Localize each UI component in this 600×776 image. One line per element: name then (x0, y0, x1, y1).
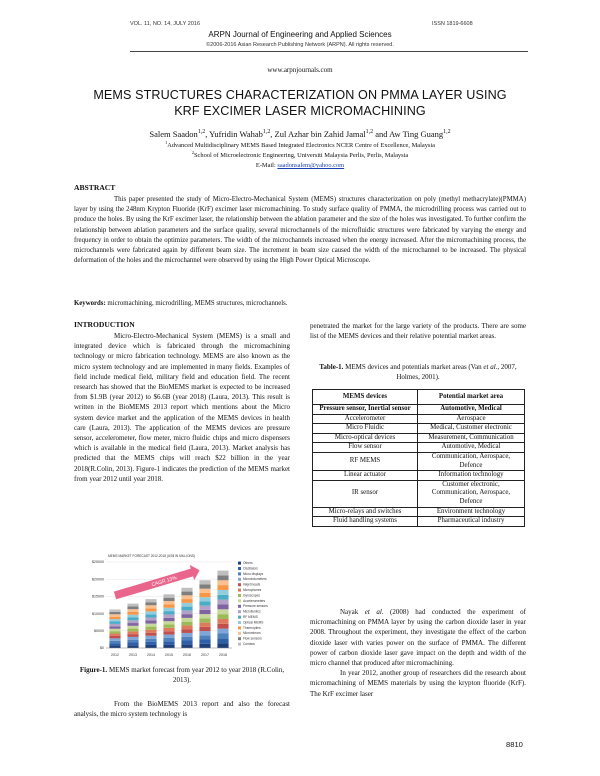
bar-segment (163, 631, 174, 634)
keywords (74, 300, 288, 307)
table-row (313, 517, 525, 527)
table-cell: Pressure sensor, Inertial sensor (313, 405, 418, 415)
bar-segment (109, 641, 120, 643)
bar-segment (127, 617, 138, 620)
legend-item: Inkjet heads (243, 582, 261, 587)
bar-segment (217, 580, 228, 585)
table-row (313, 507, 525, 517)
bar-segment (199, 640, 210, 644)
bar-segment (199, 627, 210, 631)
bar-segment (163, 628, 174, 631)
bar-segment (163, 638, 174, 641)
bar-segment (163, 594, 174, 597)
bar-segment (109, 617, 120, 619)
bar-segment (163, 618, 174, 621)
market-forecast-chart (76, 550, 290, 662)
bar-segment (163, 601, 174, 604)
table-cell: Accelerometer (313, 414, 418, 424)
table-row (313, 480, 525, 507)
website[interactable]: www.arpnjournals.com (267, 66, 333, 74)
bar-segment (181, 618, 192, 622)
header-divider (130, 51, 528, 52)
keywords-label: Keywords: (74, 300, 106, 307)
y-tick-label: $25000 (92, 560, 104, 565)
bar-segment (199, 644, 210, 648)
intro-continuation-text: From the BioMEMS 2013 report and also the forecast analysis, the micro system technology is (74, 700, 290, 719)
bar-segment (127, 642, 138, 645)
legend-swatch (238, 621, 241, 624)
abstract-text: This paper presented the study of Micro-Electro-Mechanical System (MEMS) structures characterization on poly (methyl methacrylate)(PMMA) layer by using the 248nm Krypton Fluoride (KrF) excimer laser micromachining. To study surface quality of PMMA, the microdrilling process was carried out to produce the holes. By using the KrF excimer laser, the relationship between the ablation parameter and the size of the holes was investigated. To further confirm the relationship between ablation parameters and the surface quality, several microchannels of the microfluidic structures were fabricated by varying the energy and frequency in order to obtain the optimize parameters. The width of the microchannels increased when the energy increased. After the micromachining process, the microchannels were fabricated again by different beam size. The increment in beam size caused the width of the microchannel to be increased. The physical deformation of the holes and the microchannel were observed by using the High Power Optical Microscope. (74, 196, 526, 265)
legend-swatch (238, 626, 241, 629)
bar-segment (127, 623, 138, 626)
bar-segment (217, 624, 228, 629)
bar-segment (217, 638, 228, 643)
table-row (313, 471, 525, 481)
title-line-1: MEMS STRUCTURES CHARACTERIZATION ON PMMA LAYER USING (93, 88, 507, 102)
bar-segment (145, 602, 156, 605)
email-label: E-Mail: (255, 162, 276, 169)
bar-segment (127, 615, 138, 618)
bar-segment (181, 588, 192, 592)
table-cell: Automotive, Medical (418, 405, 525, 415)
bar-segment (199, 593, 210, 597)
bar-segment (109, 609, 120, 611)
bar-segment (163, 608, 174, 611)
bar-segment (217, 600, 228, 605)
table-cell: Micro Fluidic (313, 424, 418, 434)
table-cell: Environment technology (418, 507, 525, 517)
bar-segment (181, 637, 192, 641)
table-row (313, 414, 525, 424)
y-tick-label: $10000 (92, 611, 104, 616)
right-column-top (310, 321, 526, 341)
y-tick-label: $15000 (92, 594, 104, 599)
bar-segment (127, 637, 138, 640)
bar-segment (109, 622, 120, 624)
table-cell: IR sensor (313, 480, 418, 507)
bar-segment (109, 638, 120, 640)
volume-info: VOL. 11, NO. 14, JULY 2016 (130, 21, 201, 27)
bar-segment (127, 609, 138, 612)
legend-swatch (238, 610, 241, 613)
bar-segment (181, 603, 192, 607)
legend-item: Micromirrors (243, 631, 261, 636)
bar-segment (199, 623, 210, 627)
bar-segment (199, 614, 210, 618)
legend-item: Microphones (243, 588, 262, 592)
bar-segment (181, 633, 192, 637)
legend-swatch (238, 589, 241, 592)
x-tick-label: 2012 (111, 653, 119, 657)
bar-segment (217, 609, 228, 614)
bar-segment (163, 604, 174, 607)
bar-segment (199, 601, 210, 605)
bar-segment (145, 621, 156, 624)
figure-caption (74, 665, 290, 685)
email-line (40, 162, 560, 169)
bar-segment (217, 571, 228, 576)
bar-segment (145, 605, 156, 608)
bar-segment (181, 625, 192, 629)
bar-segment (163, 625, 174, 628)
bar-segment (163, 641, 174, 644)
bar-segment (109, 636, 120, 638)
title-line-2: KRF EXCIMER LASER MICROMACHINING (174, 104, 426, 118)
bar-segment (127, 634, 138, 637)
table-caption-label: Table-1. (319, 363, 344, 371)
bar-segment (217, 585, 228, 590)
table-cell: Aerospace (418, 414, 525, 424)
table-row (313, 452, 525, 470)
table-cell: Information technology (418, 471, 525, 481)
table-row (313, 424, 525, 434)
x-tick-label: 2018 (219, 653, 227, 657)
bar-segment (109, 631, 120, 633)
table-cell: Customer electronic, Communication, Aerospace, Defence (418, 480, 525, 507)
bar-segment (109, 643, 120, 645)
figure-caption-label: Figure-1. (79, 666, 108, 674)
legend-item: Others (243, 561, 253, 565)
bar-segment (199, 610, 210, 614)
bar-segment (181, 607, 192, 611)
table-cell: Flow sensor (313, 443, 418, 453)
bar-segment (199, 580, 210, 584)
bar-segment (127, 631, 138, 634)
table-cell: Linear actuator (313, 471, 418, 481)
legend-item: RF MEMS (243, 615, 258, 619)
bar-segment (199, 589, 210, 593)
bar-segment (127, 606, 138, 609)
legend-item: Oscillators (243, 566, 258, 571)
bar-segment (217, 619, 228, 624)
table-cell: Micro-optical devices (313, 433, 418, 443)
bar-segment (109, 634, 120, 636)
table-caption: Table-1. MEMS devices and potentials market areas (Van et al., 2007, Holmes, 2001). (319, 363, 517, 381)
figure-caption-text: MEMS market forecast from year 2012 to year 2018 (R.Colin, 2013). (108, 666, 285, 684)
affiliation-2: $^2$School of Microelectronic Engineering, Universiti Malaysia Perlis, Perlis, Malaysia (191, 149, 409, 159)
table-header-row (313, 390, 525, 405)
table-cell: Micro-relays and switches (313, 507, 418, 517)
keywords-text: micromachining, microdrilling, MEMS structures, microchannels. (107, 300, 288, 307)
bar-segment (217, 590, 228, 595)
x-tick-label: 2017 (201, 653, 209, 657)
bar-segment (127, 626, 138, 629)
abstract-heading: ABSTRACT (74, 183, 116, 192)
bar-segment (181, 595, 192, 599)
bar-segment (181, 644, 192, 648)
legend-swatch (238, 632, 241, 635)
issn: ISSN 1819-6608 (432, 21, 473, 27)
table-row (313, 433, 525, 443)
copyright: ©2006-2016 Asian Research Publishing Network (ARPN). All rights reserved. (206, 42, 394, 48)
bar-segment (163, 621, 174, 624)
bar-segment (181, 599, 192, 603)
bar-segment (127, 640, 138, 643)
bar-segment (217, 575, 228, 580)
x-tick-label: 2016 (183, 653, 191, 657)
bar-segment (145, 599, 156, 602)
legend-item: Combos (243, 642, 255, 646)
bar-segment (127, 629, 138, 632)
bar-segment (127, 620, 138, 623)
bar-segment (109, 646, 120, 648)
bar-segment (199, 584, 210, 588)
bar-segment (199, 618, 210, 622)
chart-title: MEMS MARKET FORECAST 2012-2018 (US$ IN MILLIONS) (108, 554, 196, 558)
legend-swatch (238, 616, 241, 619)
bar-segment (181, 640, 192, 644)
bar-segment (199, 597, 210, 601)
bar-segment (127, 645, 138, 648)
table-row (313, 405, 525, 415)
bar-segment (145, 624, 156, 627)
table-cell: Pharmaceutical industry (418, 517, 525, 527)
legend-item: Flow sensors (243, 636, 262, 641)
right-top-text: penetrated the market for the large variety of the products. There are some list of the MEMS devices and their relative potential market areas. (310, 322, 526, 341)
legend-item: Microfluidics (243, 609, 261, 614)
bar-segment (217, 614, 228, 619)
bar-segment (217, 604, 228, 609)
bar-segment (163, 635, 174, 638)
email-link[interactable]: saadonsalem@yahoo.com (277, 162, 345, 169)
legend-swatch (238, 594, 241, 597)
legend-swatch (238, 637, 241, 640)
table-cell: Medical, Customer electronic (418, 424, 525, 434)
bar-segment (109, 612, 120, 614)
journal-name: ARPN Journal of Engineering and Applied Sciences (208, 30, 392, 39)
bar-segment (217, 643, 228, 648)
table-cell: Communication, Aerospace, Defence (418, 452, 525, 470)
nayak-paragraph: Nayak et al. (2008) had conducted the experiment of micromachining on PMMA layer by using the carbon dioxide laser in year 2008. Throughout the experiment, they investigate the effect of the carbon dioxide laser with varies power on the surface of PMMA. The different power of carbon dioxide laser gave impact on the depth and width of the micro channel that produced after micromachining. (310, 608, 526, 668)
legend-swatch (238, 567, 241, 570)
affiliation-1: $^1$Advanced Multidisciplinary MEMS Based Integrated Electronics NCER Centre of Excellence, Malaysia (164, 139, 436, 149)
table-cell: RF MEMS (313, 452, 418, 470)
table-cell: Measurement, Communication (418, 433, 525, 443)
x-tick-label: 2014 (147, 653, 155, 657)
legend-swatch (238, 605, 241, 608)
introduction-heading: INTRODUCTION (74, 320, 135, 329)
intro-continuation (74, 699, 290, 719)
devices-table (312, 389, 525, 527)
bar-segment (145, 617, 156, 620)
bar-segment (145, 608, 156, 611)
bar-segment (109, 629, 120, 631)
bar-segment (145, 627, 156, 630)
y-tick-label: $5000 (94, 629, 104, 633)
bar-segment (145, 639, 156, 642)
table-cell: Fluid handling systems (313, 517, 418, 527)
bar-segment (181, 614, 192, 618)
bar-segment (199, 606, 210, 610)
table-header-cell: Potential market area (418, 390, 525, 405)
bar-segment (163, 645, 174, 648)
bar-segment (163, 614, 174, 617)
y-tick-label: $0 (100, 646, 104, 651)
abstract-body (74, 195, 526, 266)
bar-segment (127, 612, 138, 615)
legend-item: Accelerometers (243, 598, 266, 603)
table-row (313, 443, 525, 453)
table-header-cell: MEMS devices (313, 390, 418, 405)
introduction-body (74, 331, 290, 484)
legend-item: Microbolometers (243, 577, 267, 582)
bar-segment (217, 629, 228, 634)
bar-segment (145, 630, 156, 633)
legend-swatch (238, 599, 241, 602)
bar-segment (109, 624, 120, 626)
paper-title (40, 87, 560, 119)
bar-segment (145, 642, 156, 645)
legend-swatch (238, 572, 241, 575)
bar-segment (145, 636, 156, 639)
bar-segment (145, 645, 156, 648)
bar-segment (181, 622, 192, 626)
cagr-label: CAGR 13% (150, 575, 178, 589)
legend-swatch (238, 578, 241, 581)
bar-segment (181, 592, 192, 596)
bar-segment (199, 635, 210, 639)
bar-segment (163, 598, 174, 601)
bar-segment (217, 595, 228, 600)
x-tick-label: 2013 (129, 653, 137, 657)
bar-segment (109, 626, 120, 628)
bar-segment (181, 610, 192, 614)
intro-paragraph: Micro-Electro-Mechanical System (MEMS) is a small and integrated device which is fabricated through the micromachining technology or micro fabrication technology. MEMS are also known as the micro system technology and are implemented in many fields. Examples of field include medical field, military field and education field. The recent research has showed that the BioMEMS market is expected to be increased from $1.9B (year 2012) to $6.6B (year 2018) (Laura, 2013). This result is written in the BioMEMS 2013 report which mentions about the Micro system device market and the application of the MEMS devices in health care (Laura, 2013). The application of the MEMS devices are pressure sensor, accelerometer, flow meter, micro fluidic chips and micro dispensers which is available in the medical field (Laura, 2013). Market analysis has predicted that the MEMS chips will reach $22 billion in the year 2018(R.Colin, 2013). Figure-1 indicates the prediction of the MEMS market from year 2012 until year 2018. (74, 332, 290, 483)
legend-item: Micro displays (243, 571, 264, 576)
bar-segment (145, 611, 156, 614)
bar-segment (181, 629, 192, 633)
legend-item: Thermopiles (243, 625, 261, 630)
bar-segment (163, 611, 174, 614)
authors: Salem Saadon$^{1,2}$, Yufridin Wahab$^{1,2}$, Zul Azhar bin Zahid Jamal$^{1,2}$ and Aw Ting Guang$^{1,2}$ (149, 129, 451, 139)
legend-swatch (238, 583, 241, 586)
bar-segment (145, 633, 156, 636)
bar-segment (109, 614, 120, 616)
bar-segment (109, 619, 120, 621)
page-number: 8810 (506, 740, 523, 749)
bar-segment (217, 633, 228, 638)
y-tick-label: $20000 (92, 577, 104, 582)
legend-item: Pressure sensors (243, 604, 268, 609)
legend-swatch (238, 562, 241, 565)
legend-item: Gyroscopes (243, 593, 261, 598)
legend-swatch (238, 643, 241, 646)
krf-paragraph: In year 2012, another group of researchers did the research about micromachining of MEMS materials by using the krypton fluoride (KrF). The KrF excimer laser (310, 669, 526, 698)
bar-segment (199, 631, 210, 635)
bar-segment (145, 614, 156, 617)
legend-item: Optical MEMS (243, 620, 264, 625)
table-cell: Automotive, Medical (418, 443, 525, 453)
bar-segment (127, 604, 138, 607)
x-tick-label: 2015 (165, 653, 173, 657)
right-column-bottom (310, 607, 526, 699)
